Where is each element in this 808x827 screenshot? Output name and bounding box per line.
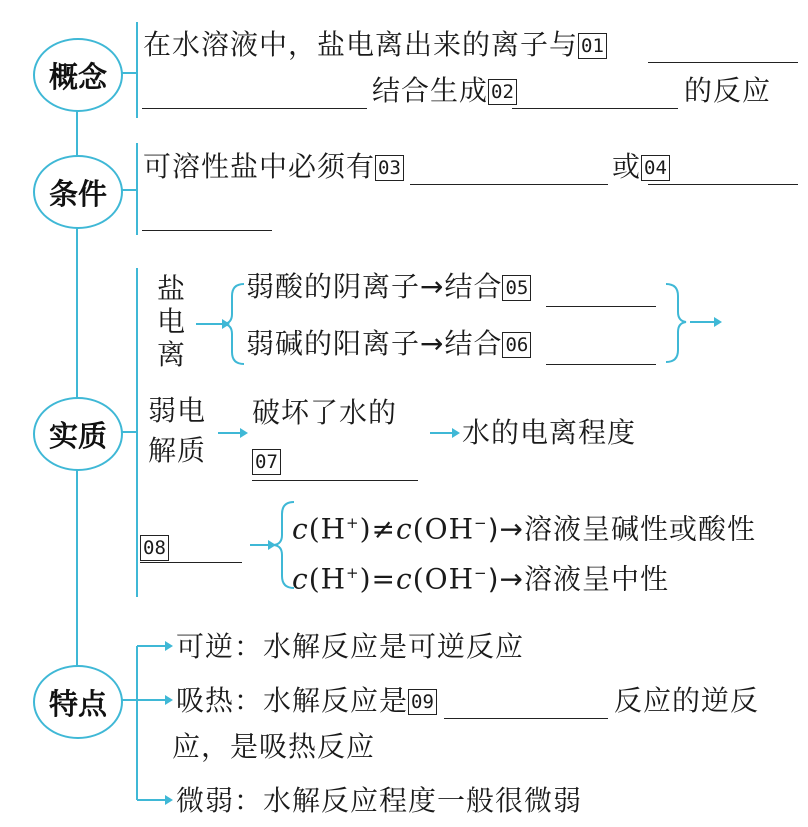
feature-endothermic: 吸热：水解反应是 09	[176, 684, 437, 718]
blank-03-label: 03	[375, 155, 404, 181]
concept-line1: 在水溶液中，盐电离出来的离子与 01	[143, 28, 607, 62]
blank-09[interactable]	[444, 718, 608, 719]
weak-electrolyte-1: 弱电	[148, 394, 207, 427]
blank-08[interactable]	[140, 562, 242, 563]
blank-05[interactable]	[546, 306, 656, 307]
blank-09-label: 09	[408, 689, 437, 715]
ion-neq-line: c(H+)≠c(OH−)→溶液呈碱性或酸性	[292, 512, 756, 546]
destroy-water: 破坏了水的	[252, 396, 398, 429]
node-concept: 概念	[33, 38, 123, 112]
blank-01-cont[interactable]	[142, 108, 367, 109]
blank-06-label: 06	[502, 332, 531, 358]
water-ionization: 水的电离程度	[462, 416, 637, 449]
condition-line: 可溶性盐中必须有 03	[143, 150, 404, 184]
feature-endothermic-b: 反应的逆反	[614, 684, 760, 717]
box-08-row	[140, 530, 169, 564]
blank-04-cont[interactable]	[142, 230, 272, 231]
feature-weak: 微弱：水解反应程度一般很微弱	[176, 784, 583, 817]
blank-02[interactable]	[512, 108, 678, 109]
feature-reversible: 可逆：水解反应是可逆反应	[176, 630, 525, 663]
blank-07[interactable]	[252, 480, 418, 481]
node-essence: 实质	[33, 397, 123, 471]
weak-electrolyte-2: 解质	[148, 434, 207, 467]
blank-06[interactable]	[546, 364, 656, 365]
blank-03[interactable]	[410, 184, 608, 185]
condition-or: 或 04	[612, 150, 670, 184]
weak-acid-anion: 弱酸的阴离子→结合 05	[246, 270, 531, 304]
blank-05-label: 05	[502, 275, 531, 301]
ion-eq-line: c(H+)=c(OH−)→溶液呈中性	[292, 562, 669, 596]
blank-08-label: 08	[140, 535, 169, 561]
blank-04[interactable]	[648, 184, 798, 185]
concept-line2-end: 的反应	[684, 74, 772, 107]
blank-01[interactable]	[648, 62, 798, 63]
concept-line2: 结合生成 02	[372, 74, 517, 108]
feature-endothermic-c: 应，是吸热反应	[172, 730, 376, 763]
weak-base-cation: 弱碱的阳离子→结合 06	[246, 327, 531, 361]
blank-07-label: 07	[252, 449, 281, 475]
blank-02-label: 02	[488, 79, 517, 105]
node-feature: 特点	[33, 665, 123, 739]
blank-04-label: 04	[641, 155, 670, 181]
node-condition: 条件	[33, 155, 123, 229]
blank-01-label: 01	[578, 33, 607, 59]
salt-ionize-label: 盐 电 离	[156, 272, 185, 371]
box-07-row	[252, 444, 281, 478]
